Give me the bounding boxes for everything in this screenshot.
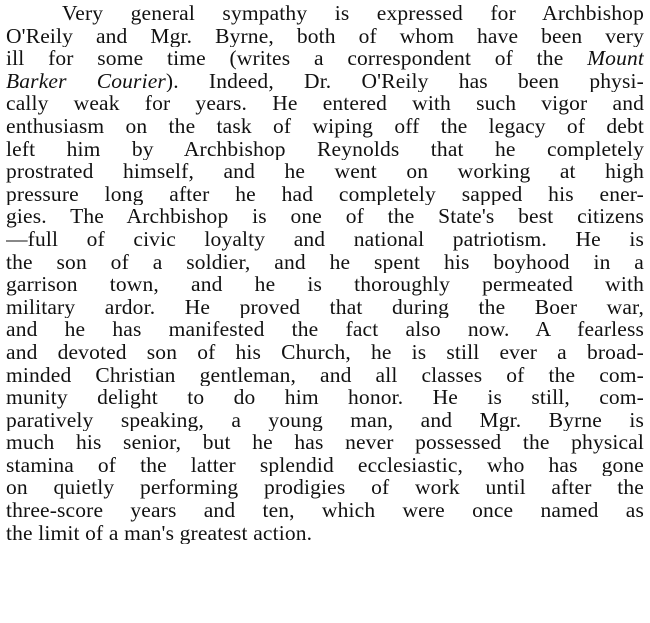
text-line-18: munity delight to do him honor. He is still, com- <box>6 386 644 409</box>
text-line-4-plain: ). Indeed, Dr. O'Reily has been physi- <box>165 69 644 93</box>
text-line-19: paratively speaking, a young man, and Mgr. Byrne is <box>6 408 644 432</box>
text-line-10: gies. The Archbishop is one of the State's best citizens <box>6 205 644 228</box>
text-line-3 <box>6 47 644 70</box>
text-line-2: O'Reily and Mgr. Byrne, both of whom have been very <box>6 24 644 48</box>
text-line-12: the son of a soldier, and he spent his boyhood in a <box>6 250 644 274</box>
text-line-24: the limit of a man's greatest action. <box>6 521 313 545</box>
text-line-9: pressure long after he had completely sapped his ener- <box>6 182 644 206</box>
publication-name-part-1: Mount <box>587 47 644 70</box>
text-line-14: military ardor. He proved that during the Boer war, <box>6 295 644 319</box>
publication-name-part-2: Barker Courier <box>6 69 166 93</box>
text-line-5: cally weak for years. He entered with such vigor and <box>6 92 644 115</box>
text-line-11: —full of civic loyalty and national patriotism. He is <box>6 227 644 251</box>
text-line-17: minded Christian gentleman, and all classes of the com- <box>6 363 644 387</box>
text-line-15: and he has manifested the fact also now. A fearless <box>6 318 644 341</box>
text-line-23: three-score years and ten, which were once named as <box>6 499 644 522</box>
text-line-7: left him by Archbishop Reynolds that he completely <box>6 137 644 161</box>
text-line-16: and devoted son of his Church, he is still ever a broad- <box>6 340 644 364</box>
text-line-1: Very general sympathy is expressed for Archbishop <box>62 2 644 25</box>
text-line-21: stamina of the latter splendid ecclesiastic, who has gone <box>6 453 644 477</box>
text-line-6: enthusiasm on the task of wiping off the legacy of debt <box>6 114 644 138</box>
text-line-4 <box>6 70 644 93</box>
text-line-20: much his senior, but he has never possessed the physical <box>6 431 644 454</box>
text-line-3-plain: ill for some time (writes a correspondent of the <box>6 47 588 70</box>
text-line-13: garrison town, and he is thoroughly permeated with <box>6 273 644 296</box>
text-line-22: on quietly performing prodigies of work until after the <box>6 476 644 500</box>
text-line-8: prostrated himself, and he went on working at high <box>6 160 644 183</box>
